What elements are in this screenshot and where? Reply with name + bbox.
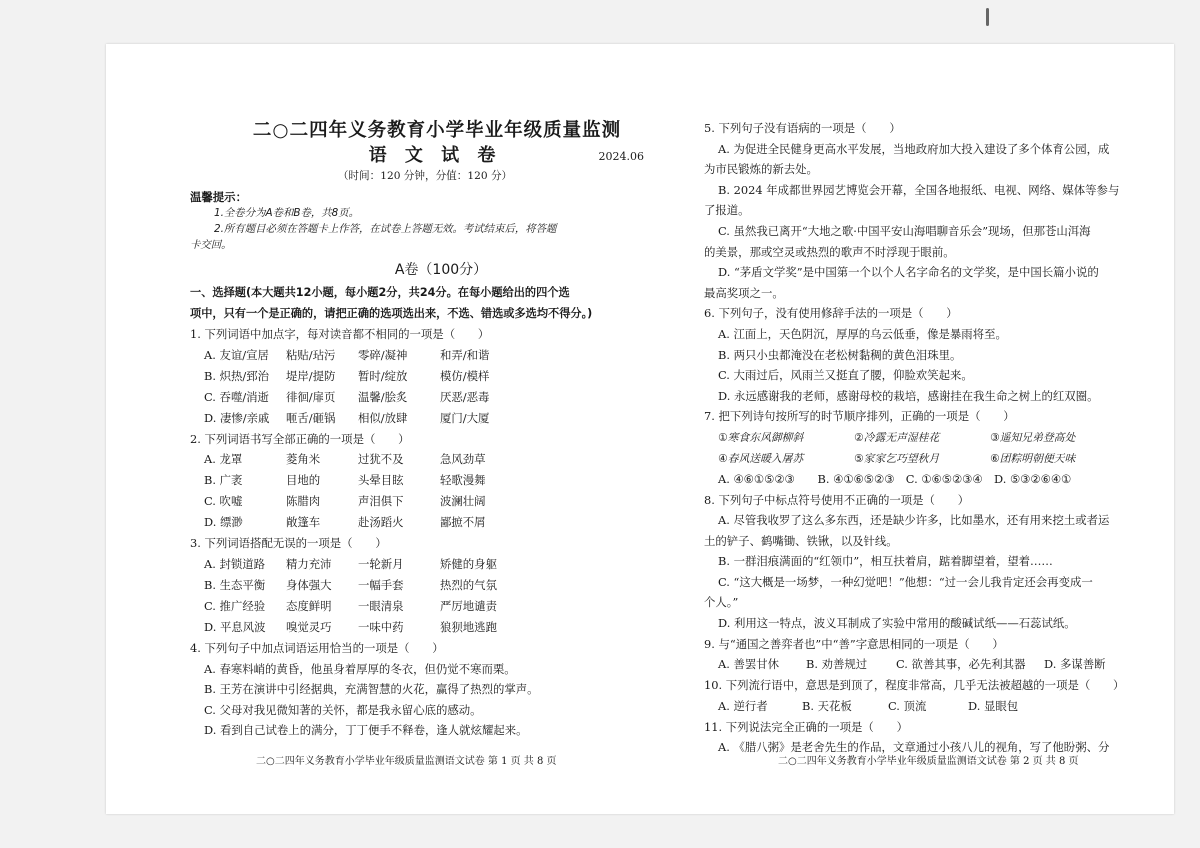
option-row [190, 512, 670, 533]
exam-title: 二○二四年义务教育小学毕业年级质量监测 [252, 120, 622, 141]
exam-page-1 [190, 118, 670, 741]
option-line: A. 江面上，天色阴沉，厚厚的乌云低垂，像是暴雨将至。 [718, 326, 1007, 341]
question-stem: 4. 下列句子中加点词语运用恰当的一项是（ ） [190, 640, 444, 655]
option-cell: 热烈的气氛 [440, 577, 497, 592]
option-line: C. 父母对我见微知著的关怀，都是我永留心底的感动。 [204, 702, 482, 717]
exam-page-2 [704, 118, 1140, 758]
option-cell: 轻歌漫舞 [440, 473, 486, 488]
scan-mark [986, 8, 989, 26]
option-cell: 急风劲草 [440, 452, 486, 467]
exam-meta: （时间：120 分钟，分值：120 分） [337, 170, 513, 182]
hint-line: 2.所有题目必须在答题卡上作答，在试卷上答题无效。考试结束后，将答题 [214, 223, 557, 235]
option-row [190, 575, 670, 596]
option-cell: B. 生态平衡 [204, 577, 266, 592]
option-cell: B. 天花板 [802, 698, 852, 713]
option-cell: 矫健的身躯 [440, 556, 497, 571]
option-cell: A. 逆行者 [718, 698, 768, 713]
option-continuation: 为市民锻炼的新去处。 [704, 162, 818, 177]
question-stem: 7. 把下列诗句按所写的时节顺序排列，正确的一项是（ ） [704, 409, 1015, 424]
option-cell: 鄙摭不屑 [440, 515, 486, 530]
page-footer-1: 二○二四年义务教育小学毕业年级质量监测语文试卷 第 1 页 共 8 页 [256, 756, 557, 767]
option-line: B. 2024 年成都世界园艺博览会开幕，全国各地报纸、电视、网络、媒体等参与 [718, 182, 1120, 197]
option-continuation: 个人。” [704, 595, 739, 610]
question-stem: 9. 与“通国之善弈者也”中“善”字意思相同的一项是（ ） [704, 636, 1004, 651]
option-row [190, 449, 670, 470]
option-row [704, 654, 1140, 675]
option-line: B. 两只小虫都淹没在老松树黏稠的黄色泪珠里。 [718, 347, 962, 362]
option-cell: 敞篷车 [286, 515, 321, 530]
question-stem: 6. 下列句子，没有使用修辞手法的一项是（ ） [704, 306, 958, 321]
option-line: C. 大雨过后，风雨兰又挺直了腰，仰脸欢笑起来。 [718, 368, 973, 383]
section-title: A卷（100分） [394, 262, 488, 278]
hint-title: 温馨提示： [190, 190, 247, 204]
option-cell: 一眼清泉 [358, 598, 404, 613]
option-line: C. 虽然我已离开“大地之歌·中国平安山海唱聊音乐会”现场，但那苍山洱海 [718, 223, 1091, 238]
option-cell: 厦门/大厦 [440, 410, 490, 425]
option-cell: 菱角米 [286, 452, 321, 467]
option-cell: 陈腊肉 [286, 494, 321, 509]
option-cell: 严厉地谴责 [440, 598, 497, 613]
poem-line: ①寒食东风御柳斜 [718, 430, 804, 444]
option-line: A. ④⑥①⑤②③ B. ④①⑥⑤②③ C. ①⑥⑤②③④ D. ⑤③②⑥④① [718, 471, 1072, 486]
option-cell: 暂时/绽放 [358, 368, 408, 383]
option-line: A. 春寒料峭的黄昏，他虽身着厚厚的冬衣，但仍觉不寒而栗。 [204, 661, 516, 676]
option-cell: 波澜壮阔 [440, 494, 486, 509]
option-line: C. “这大概是一场梦，一种幻觉吧！”他想：“过一会儿我肯定还会再变成一 [718, 574, 1093, 589]
option-cell: 过犹不及 [358, 452, 404, 467]
poem-row [704, 448, 1140, 469]
exam-date: 2024.06 [598, 150, 644, 163]
question-stem: 8. 下列句子中标点符号使用不正确的一项是（ ） [704, 492, 970, 507]
instructions-line: 项中，只有一个是正确的，请把正确的选项选出来，不选、错选或多选均不得分。) [190, 306, 593, 320]
option-row [190, 596, 670, 617]
question-stem: 2. 下列词语书写全部正确的一项是（ ） [190, 431, 410, 446]
option-cell: 赴汤蹈火 [358, 515, 404, 530]
option-row [190, 491, 670, 512]
subtitle-row [190, 144, 670, 168]
poem-line: ⑤家家乞巧望秋月 [854, 451, 940, 465]
hint-line: 卡交回。 [190, 239, 232, 251]
option-continuation: 最高奖项之一。 [704, 285, 784, 300]
option-line: A. 为促进全民健身更高水平发展，当地政府加大投入建设了多个体育公园，成 [718, 141, 1110, 156]
option-line: A. 尽管我收罗了这么多东西，还是缺少许多，比如墨水，还有用来挖土或者运 [718, 513, 1110, 528]
option-row [190, 617, 670, 638]
option-cell: A. 龙罩 [204, 452, 243, 467]
option-line: D. 利用这一特点，波义耳制成了实验中常用的酸碱试纸——石蕊试纸。 [718, 616, 1076, 631]
option-cell: C. 吹嘘 [204, 494, 243, 509]
option-row [190, 366, 670, 387]
question-stem: 3. 下列词语搭配无误的一项是（ ） [190, 536, 387, 551]
option-row [190, 387, 670, 408]
option-cell: C. 吞噬/消逝 [204, 389, 269, 404]
option-cell: 身体强大 [286, 577, 332, 592]
poem-line: ③遥知兄弟登高处 [990, 430, 1076, 444]
option-row [190, 345, 670, 366]
option-cell: D. 多谋善断 [1044, 657, 1106, 672]
poem-line: ⑥团粽明朝便天味 [990, 451, 1076, 465]
option-cell: 一轮新月 [358, 556, 404, 571]
option-cell: 模仿/模样 [440, 368, 490, 383]
exam-subtitle: 语 文 试 卷 [368, 145, 502, 166]
option-cell: 徘徊/扉页 [286, 389, 336, 404]
option-cell: 头晕目眩 [358, 473, 404, 488]
option-cell: 堤岸/提防 [286, 368, 336, 383]
option-cell: 狼狈地逃跑 [440, 619, 497, 634]
page-footer-2: 二○二四年义务教育小学毕业年级质量监测语文试卷 第 2 页 共 8 页 [778, 756, 1079, 767]
option-line: B. 王芳在演讲中引经据典，充满智慧的火花，赢得了热烈的掌声。 [204, 682, 539, 697]
option-cell: 态度鲜明 [286, 598, 332, 613]
option-row [190, 554, 670, 575]
option-cell: 粘贴/玷污 [286, 347, 336, 362]
option-cell: 一味中药 [358, 619, 404, 634]
option-line: B. 一群泪痕满面的“红领巾”，相互扶着肩，踮着脚望着，望着…… [718, 554, 1053, 569]
option-continuation: 了报道。 [704, 203, 750, 218]
option-line: A. 《腊八粥》是老舍先生的作品，文章通过小孩八儿的视角，写了他盼粥、分 [718, 740, 1110, 755]
hint-line: 1.全卷分为A卷和B卷，共8页。 [214, 207, 360, 219]
option-cell: 厌恶/恶毒 [440, 389, 490, 404]
option-cell: C. 顶流 [888, 698, 927, 713]
option-cell: C. 推广经验 [204, 598, 266, 613]
option-row [190, 408, 670, 429]
option-line: D. “茅盾文学奖”是中国第一个以个人名字命名的文学奖，是中国长篇小说的 [718, 265, 1099, 280]
option-cell: 目地的 [286, 473, 321, 488]
question-list [190, 324, 670, 741]
instructions-line: 一、选择题(本大题共12小题，每小题2分，共24分。在每小题给出的四个选 [190, 286, 570, 299]
option-cell: D. 显眼包 [968, 698, 1019, 713]
option-cell: B. 劝善规过 [806, 657, 868, 672]
option-cell: B. 广袤 [204, 473, 243, 488]
option-continuation: 的美景，那或空灵或热烈的歌声不时浮现于眼前。 [704, 244, 955, 259]
option-cell: 和弄/和谐 [440, 347, 490, 362]
question-stem: 5. 下列句子没有语病的一项是（ ） [704, 121, 901, 135]
option-cell: A. 善罢甘休 [718, 657, 780, 672]
option-cell: A. 封锁道路 [204, 556, 266, 571]
option-cell: D. 平息风波 [204, 619, 266, 634]
question-stem: 11. 下列说法完全正确的一项是（ ） [704, 719, 908, 734]
option-cell: B. 炽热/郅治 [204, 368, 270, 383]
poem-line: ②冷露无声湿桂花 [854, 430, 940, 444]
option-continuation: 土的铲子、鹤嘴锄、铁锹，以及针线。 [704, 533, 898, 548]
option-cell: 咂舌/砸锅 [286, 410, 336, 425]
option-line: D. 永远感谢我的老师，感谢母校的栽培，感谢挂在我生命之树上的红双圈。 [718, 388, 1099, 403]
option-cell: 相似/放肆 [358, 410, 408, 425]
option-cell: 声泪俱下 [358, 494, 404, 509]
poem-line: ④春风送暖入屠苏 [718, 451, 804, 465]
option-cell: 精力充沛 [286, 556, 332, 571]
option-cell: 零碎/凝神 [358, 347, 408, 362]
option-cell: D. 缥渺 [204, 515, 243, 530]
option-cell: 一幅手套 [358, 577, 404, 592]
option-row [190, 470, 670, 491]
option-cell: A. 友谊/宣居 [204, 347, 269, 362]
option-row [704, 696, 1140, 717]
option-cell: 嗅觉灵巧 [286, 619, 332, 634]
poem-row [704, 427, 1140, 448]
option-line: D. 看到自己试卷上的满分，丁丁便手不释卷，逢人就炫耀起来。 [204, 723, 528, 738]
option-cell: D. 凄惨/亲戚 [204, 410, 270, 425]
option-cell: 温馨/脍炙 [358, 389, 408, 404]
question-stem: 1. 下列词语中加点字，每对读音都不相同的一项是（ ） [190, 327, 490, 342]
option-cell: C. 欲善其事，必先利其器 [896, 657, 1026, 672]
question-stem: 10. 下列流行语中，意思是到顶了，程度非常高，几乎无法被超越的一项是（ ） [704, 678, 1125, 693]
